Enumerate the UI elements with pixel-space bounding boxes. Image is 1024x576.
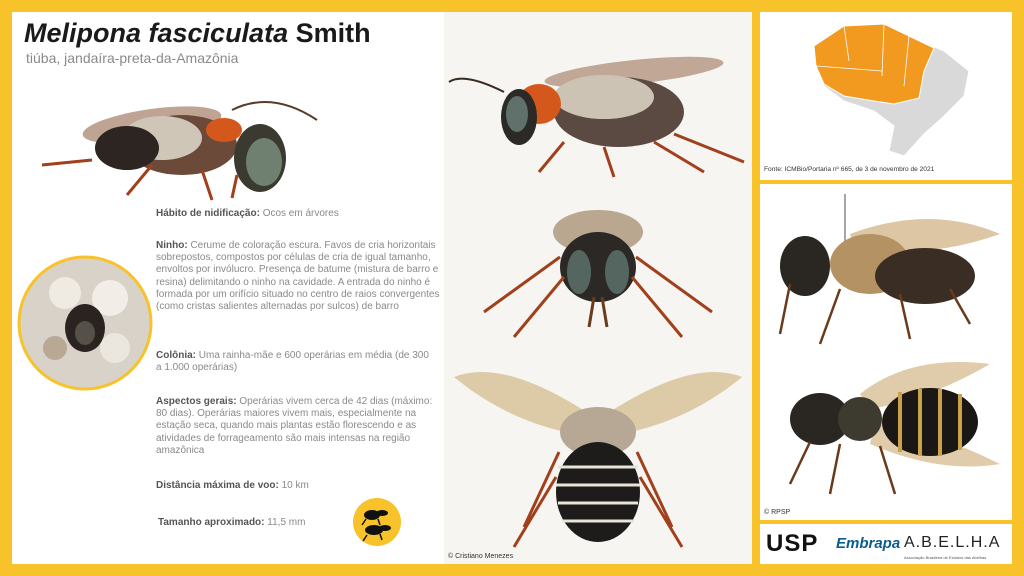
bee-photo-dorsal (444, 357, 752, 552)
bee-photo-side (32, 70, 332, 205)
nesting-habit: Hábito de nidificação: Ocos em árvores (156, 208, 339, 219)
specimen-photo-dorsal (760, 354, 1012, 504)
specimen-panel (760, 184, 1012, 520)
species-title (24, 18, 371, 49)
bee-photo-profile (444, 42, 752, 182)
approx-size: Tamanho aproximado: 11,5 mm (158, 517, 306, 528)
usp-logo: USP (766, 530, 819, 557)
species-name: Melipona fasciculata (24, 18, 289, 48)
embrapa-logo: Embrapa (836, 535, 901, 552)
common-names: tiúba, jandaíra-preta-da-Amazônia (26, 50, 239, 66)
colony-info: Colônia: Uma rainha-mãe e 600 operárias em média (de 300 a 1.000 operárias) (156, 350, 429, 374)
max-flight-distance: Distância máxima de voo: 10 km (156, 480, 309, 491)
bee-photo-front (444, 197, 752, 342)
photo-credit: © Cristiano Menezes (448, 553, 514, 560)
logo-panel (760, 524, 1012, 564)
specimen-photo-lateral (760, 194, 1012, 354)
species-author: Smith (295, 18, 371, 48)
photo-column (444, 12, 752, 564)
nest-entrance-photo (15, 253, 155, 393)
brazil-distribution-map (804, 16, 974, 164)
abelha-logo: A.B.E.L.H.A (904, 534, 1001, 551)
bee-size-icon (352, 497, 402, 547)
distribution-map-panel (760, 12, 1012, 180)
specimen-credit: © RPSP (764, 509, 791, 516)
info-panel (12, 12, 444, 564)
map-source: Fonte: ICMBio/Portaria nº 665, de 3 de novembro de 2021 (764, 166, 935, 173)
abelha-subtitle: Associação Brasileira de Estudos das Abelhas (904, 555, 987, 560)
nest-description: Ninho: Cerume de coloração escura. Favos de cria horizontais sobrepostos, compostos por células de cria de igual tamanho, envoltos por invólucro. Presença de batume (mistura de barro e resina) delimitando o ninho na cavidade. A entrada do ninho é formada por um orifício situado no centro de raios convergentes (como cristas salientes alternadas por sulcos) de barro (156, 240, 440, 313)
general-aspects: Aspectos gerais: Operárias vivem cerca de 42 dias (máximo: 80 dias). Operárias maiores vivem mais, especialmente na estação seca, quando mais plantas estão florescendo e as atividades de forrageamento são mais intensas na região amazônica (156, 396, 433, 456)
